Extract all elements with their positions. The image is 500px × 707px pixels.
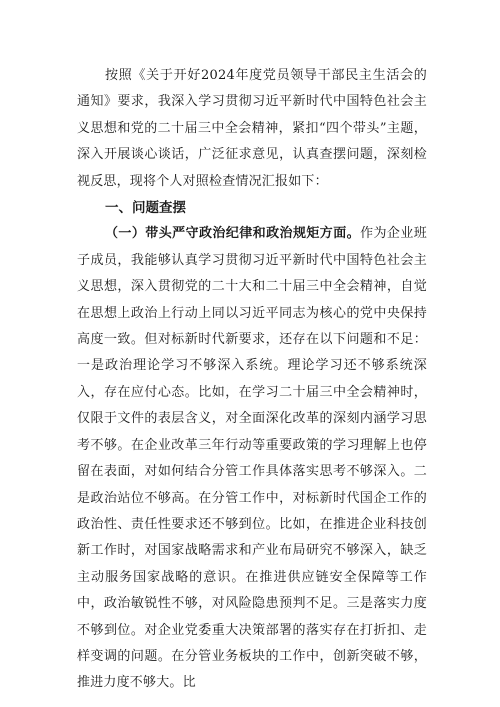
subsection-paragraph-political-discipline bbox=[77, 221, 427, 696]
section-heading-problems: 一、问题查摆 bbox=[105, 200, 186, 217]
document-body bbox=[77, 63, 427, 697]
subsection-body-text: 作为企业班子成员，我能够认真学习贯彻习近平新时代中国特色社会主义思想，深入贯彻党的二十大和二十届三中全会精神，自觉在思想上政治上行动上同以习近平同志为核心的党中央保持高度一致。但对标新时代新要求，还存在以下问题和不足：一是政治理论学习不够深入系统。理论学习还不够系统深入，存在应付心态。比如，在学习二十届三中全会精神时，仅限于文件的表层含义，对全面深化改革的深刻内涵学习思考不够。在企业改革三年行动等重要政策的学习理解上也停留在表面，对如何结合分管工作具体落实思考不够深入。二是政治站位不够高。在分管工作中，对标新时代国企工作的政治性、责任性要求还不够到位。比如，在推进企业科技创新工作时，对国家战略需求和产业布局研究不够深入，缺乏主动服务国家战略的意识。在推进供应链安全保障等工作中，政治敏锐性不够，对风险隐患预判不足。三是落实力度不够到位。对企业党委重大决策部署的落实存在打折扣、走样变调的问题。在分管业务板块的工作中，创新突破不够，推进力度不够大。比 bbox=[77, 226, 427, 691]
intro-paragraph: 按照《关于开好2024年度党员领导干部民主生活会的通知》要求，我深入学习贯彻习近平新时代中国特色社会主义思想和党的二十届三中全会精神，紧扣“四个带头”主题，深入开展谈心谈话，广泛征求意见，认真查摆问题，深刻检视反思，现将个人对照检查情况汇报如下： bbox=[77, 68, 427, 189]
subsection-heading-political-discipline: （一）带头严守政治纪律和政治规矩方面。 bbox=[105, 226, 361, 242]
